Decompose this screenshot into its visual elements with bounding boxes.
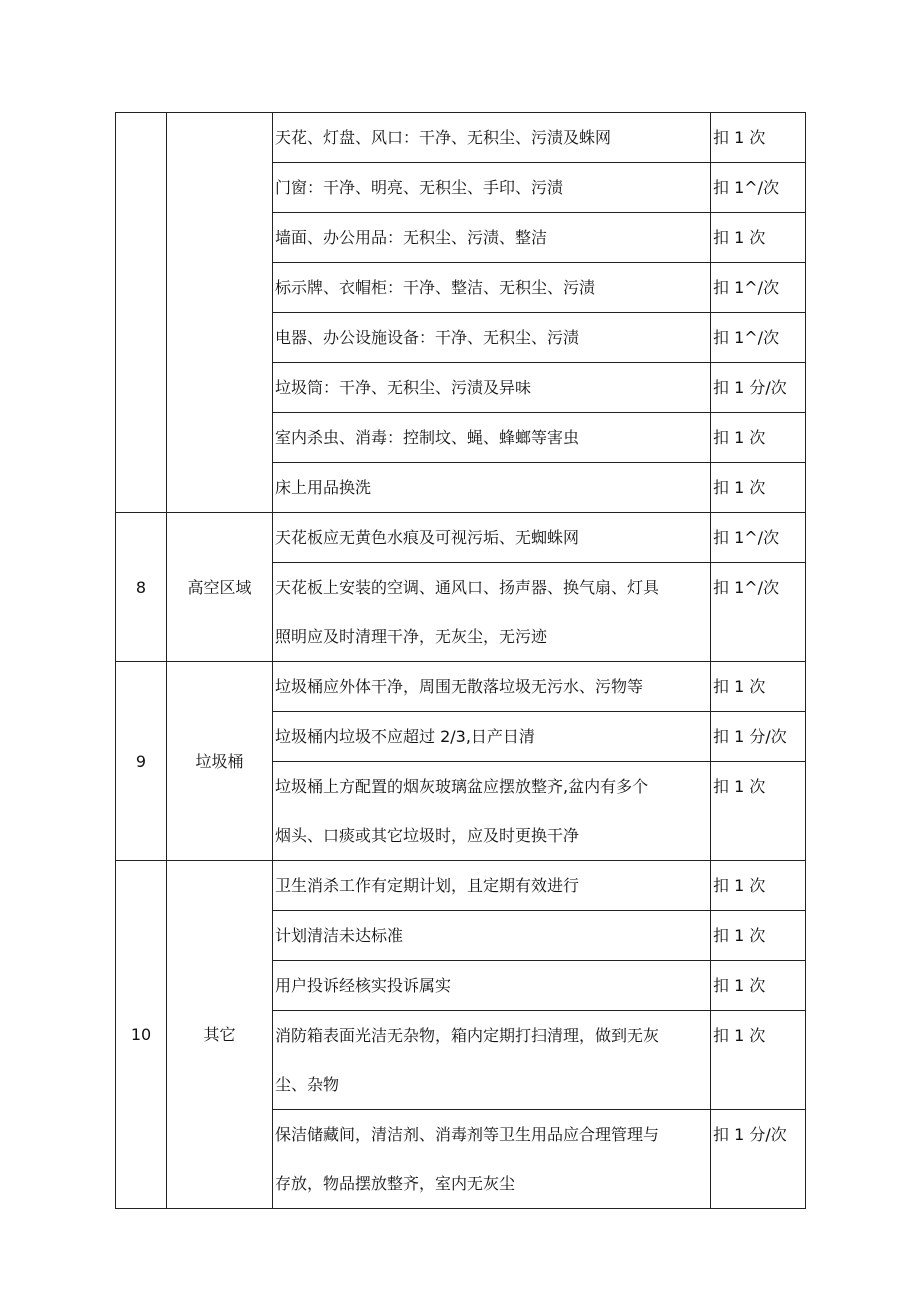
table-row: [116, 513, 806, 563]
area-name: 垃圾桶: [167, 662, 273, 861]
table-row: [116, 113, 806, 163]
area-name: 其它: [167, 861, 273, 1209]
deduction-value: 扣 1 次: [711, 113, 806, 163]
area-name: 高空区域: [167, 513, 273, 662]
item-text: 保洁储藏间，清洁剂、消毒剂等卫生用品应合理管理与 存放，物品摆放整齐，室内无灰尘: [273, 1110, 711, 1209]
item-text: 天花板上安装的空调、通风口、扬声器、换气扇、灯具 照明应及时清理干净，无灰尘，无污迹: [273, 563, 711, 662]
item-text: 消防箱表面光洁无杂物，箱内定期打扫清理，做到无灰 尘、杂物: [273, 1011, 711, 1110]
row-number: 8: [116, 513, 167, 662]
item-text: 用户投诉经核实投诉属实: [273, 961, 711, 1011]
item-text: 标示牌、衣帽柜：干净、整洁、无积尘、污渍: [273, 263, 711, 313]
deduction-value: 扣 1 次: [711, 861, 806, 911]
deduction-value: 扣 1^/次: [711, 563, 806, 662]
item-text: 门窗：干净、明亮、无积尘、手印、污渍: [273, 163, 711, 213]
deduction-value: 扣 1 次: [711, 662, 806, 712]
deduction-value: 扣 1 次: [711, 961, 806, 1011]
item-text: 计划清洁未达标准: [273, 911, 711, 961]
table-row: [116, 662, 806, 712]
row-number: [116, 113, 167, 513]
deduction-value: 扣 1^/次: [711, 313, 806, 363]
item-text: 墙面、办公用品：无积尘、污渍、整洁: [273, 213, 711, 263]
deduction-value: 扣 1 次: [711, 762, 806, 861]
deduction-value: 扣 1 次: [711, 463, 806, 513]
deduction-value: 扣 1 分/次: [711, 1110, 806, 1209]
deduction-value: 扣 1 分/次: [711, 363, 806, 413]
deduction-value: 扣 1^/次: [711, 263, 806, 313]
item-text: 垃圾桶内垃圾不应超过 2/3,日产日清: [273, 712, 711, 762]
cleaning-standards-table: [115, 112, 806, 1209]
deduction-value: 扣 1^/次: [711, 513, 806, 563]
item-text: 垃圾桶应外体干净，周围无散落垃圾无污水、污物等: [273, 662, 711, 712]
item-text: 床上用品换洗: [273, 463, 711, 513]
item-text: 垃圾桶上方配置的烟灰玻璃盆应摆放整齐,盆内有多个 烟头、口痰或其它垃圾时，应及时更换干净: [273, 762, 711, 861]
table-row: [116, 861, 806, 911]
item-text: 电器、办公设施设备：干净、无积尘、污渍: [273, 313, 711, 363]
item-text: 室内杀虫、消毒：控制坟、蝇、蜂螂等害虫: [273, 413, 711, 463]
item-text: 天花板应无黄色水痕及可视污垢、无蜘蛛网: [273, 513, 711, 563]
item-text: 卫生消杀工作有定期计划，且定期有效进行: [273, 861, 711, 911]
area-name: [167, 113, 273, 513]
deduction-value: 扣 1^/次: [711, 163, 806, 213]
item-text: 天花、灯盘、风口：干净、无积尘、污渍及蛛网: [273, 113, 711, 163]
item-text: 垃圾筒：干净、无积尘、污渍及异味: [273, 363, 711, 413]
deduction-value: 扣 1 分/次: [711, 712, 806, 762]
row-number: 10: [116, 861, 167, 1209]
deduction-value: 扣 1 次: [711, 911, 806, 961]
deduction-value: 扣 1 次: [711, 1011, 806, 1110]
deduction-value: 扣 1 次: [711, 413, 806, 463]
deduction-value: 扣 1 次: [711, 213, 806, 263]
row-number: 9: [116, 662, 167, 861]
